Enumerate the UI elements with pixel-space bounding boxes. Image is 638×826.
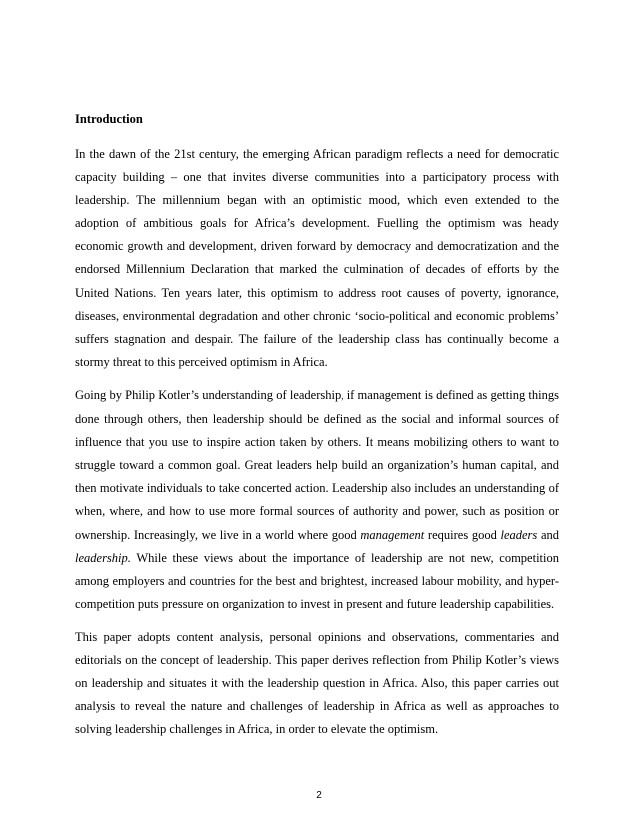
paragraph-2-text-4: and	[537, 527, 559, 542]
paragraph-2-text-2: if management is defined as getting things done through others, then leadership should be defined as the social and informal sources of influence that you use to inspire action taken by others. It means mobilizing others to want to struggle toward a common goal. Great leaders help build an organization’s human capital, and then motivate individuals to take concerted action. Leadership also includes an understanding of when, where, and how to use more formal sources of authority and power, such as position or ownership. Increasingly, we live in a world where good	[75, 387, 559, 542]
paragraph-2-comma: ,	[341, 390, 344, 401]
paragraph-2-text-3: requires good	[424, 527, 501, 542]
paragraph-2-text-1: Going by Philip Kotler’s understanding of leadership	[75, 387, 342, 402]
paragraph-1: In the dawn of the 21st century, the emerging African paradigm reflects a need for democratic capacity building – one that invites diverse communities into a participatory process with leadership. The millennium began with an optimistic mood, which even extended to the adoption of ambitious goals for Africa’s development. Fuelling the optimism was heady economic growth and development, driven forward by democracy and democratization and the endorsed Millennium Declaration that marked the culmination of decades of efforts by the United Nations. Ten years later, this optimism to address root causes of poverty, ignorance, diseases, environmental degradation and other chronic ‘socio-political and economic problems’ suffers stagnation and despair. The failure of the leadership class has continually become a stormy threat to this perceived optimism in Africa.	[75, 147, 559, 369]
italic-leadership: leadership.	[75, 550, 131, 565]
page-number: 2	[316, 790, 322, 801]
paragraph-2	[75, 384, 559, 616]
paragraph-2-text-5: While these views about the importance of leadership are not new, competition among employers and countries for the best and brightest, increased labour mobility, and hyper-competition puts pressure on organization to invest in present and future leadership capabilities.	[75, 550, 559, 611]
page-body	[75, 110, 559, 751]
section-heading: Introduction	[75, 112, 143, 126]
italic-leaders: leaders	[500, 527, 538, 542]
paragraph-3: This paper adopts content analysis, personal opinions and observations, commentaries and editorials on the concept of leadership. This paper derives reflection from Philip Kotler’s views on leadership and situates it with the leadership question in Africa. Also, this paper carries out analysis to reveal the nature and challenges of leadership in Africa as well as approaches to solving leadership challenges in Africa, in order to elevate the optimism.	[75, 629, 559, 737]
italic-management: management	[360, 527, 425, 542]
